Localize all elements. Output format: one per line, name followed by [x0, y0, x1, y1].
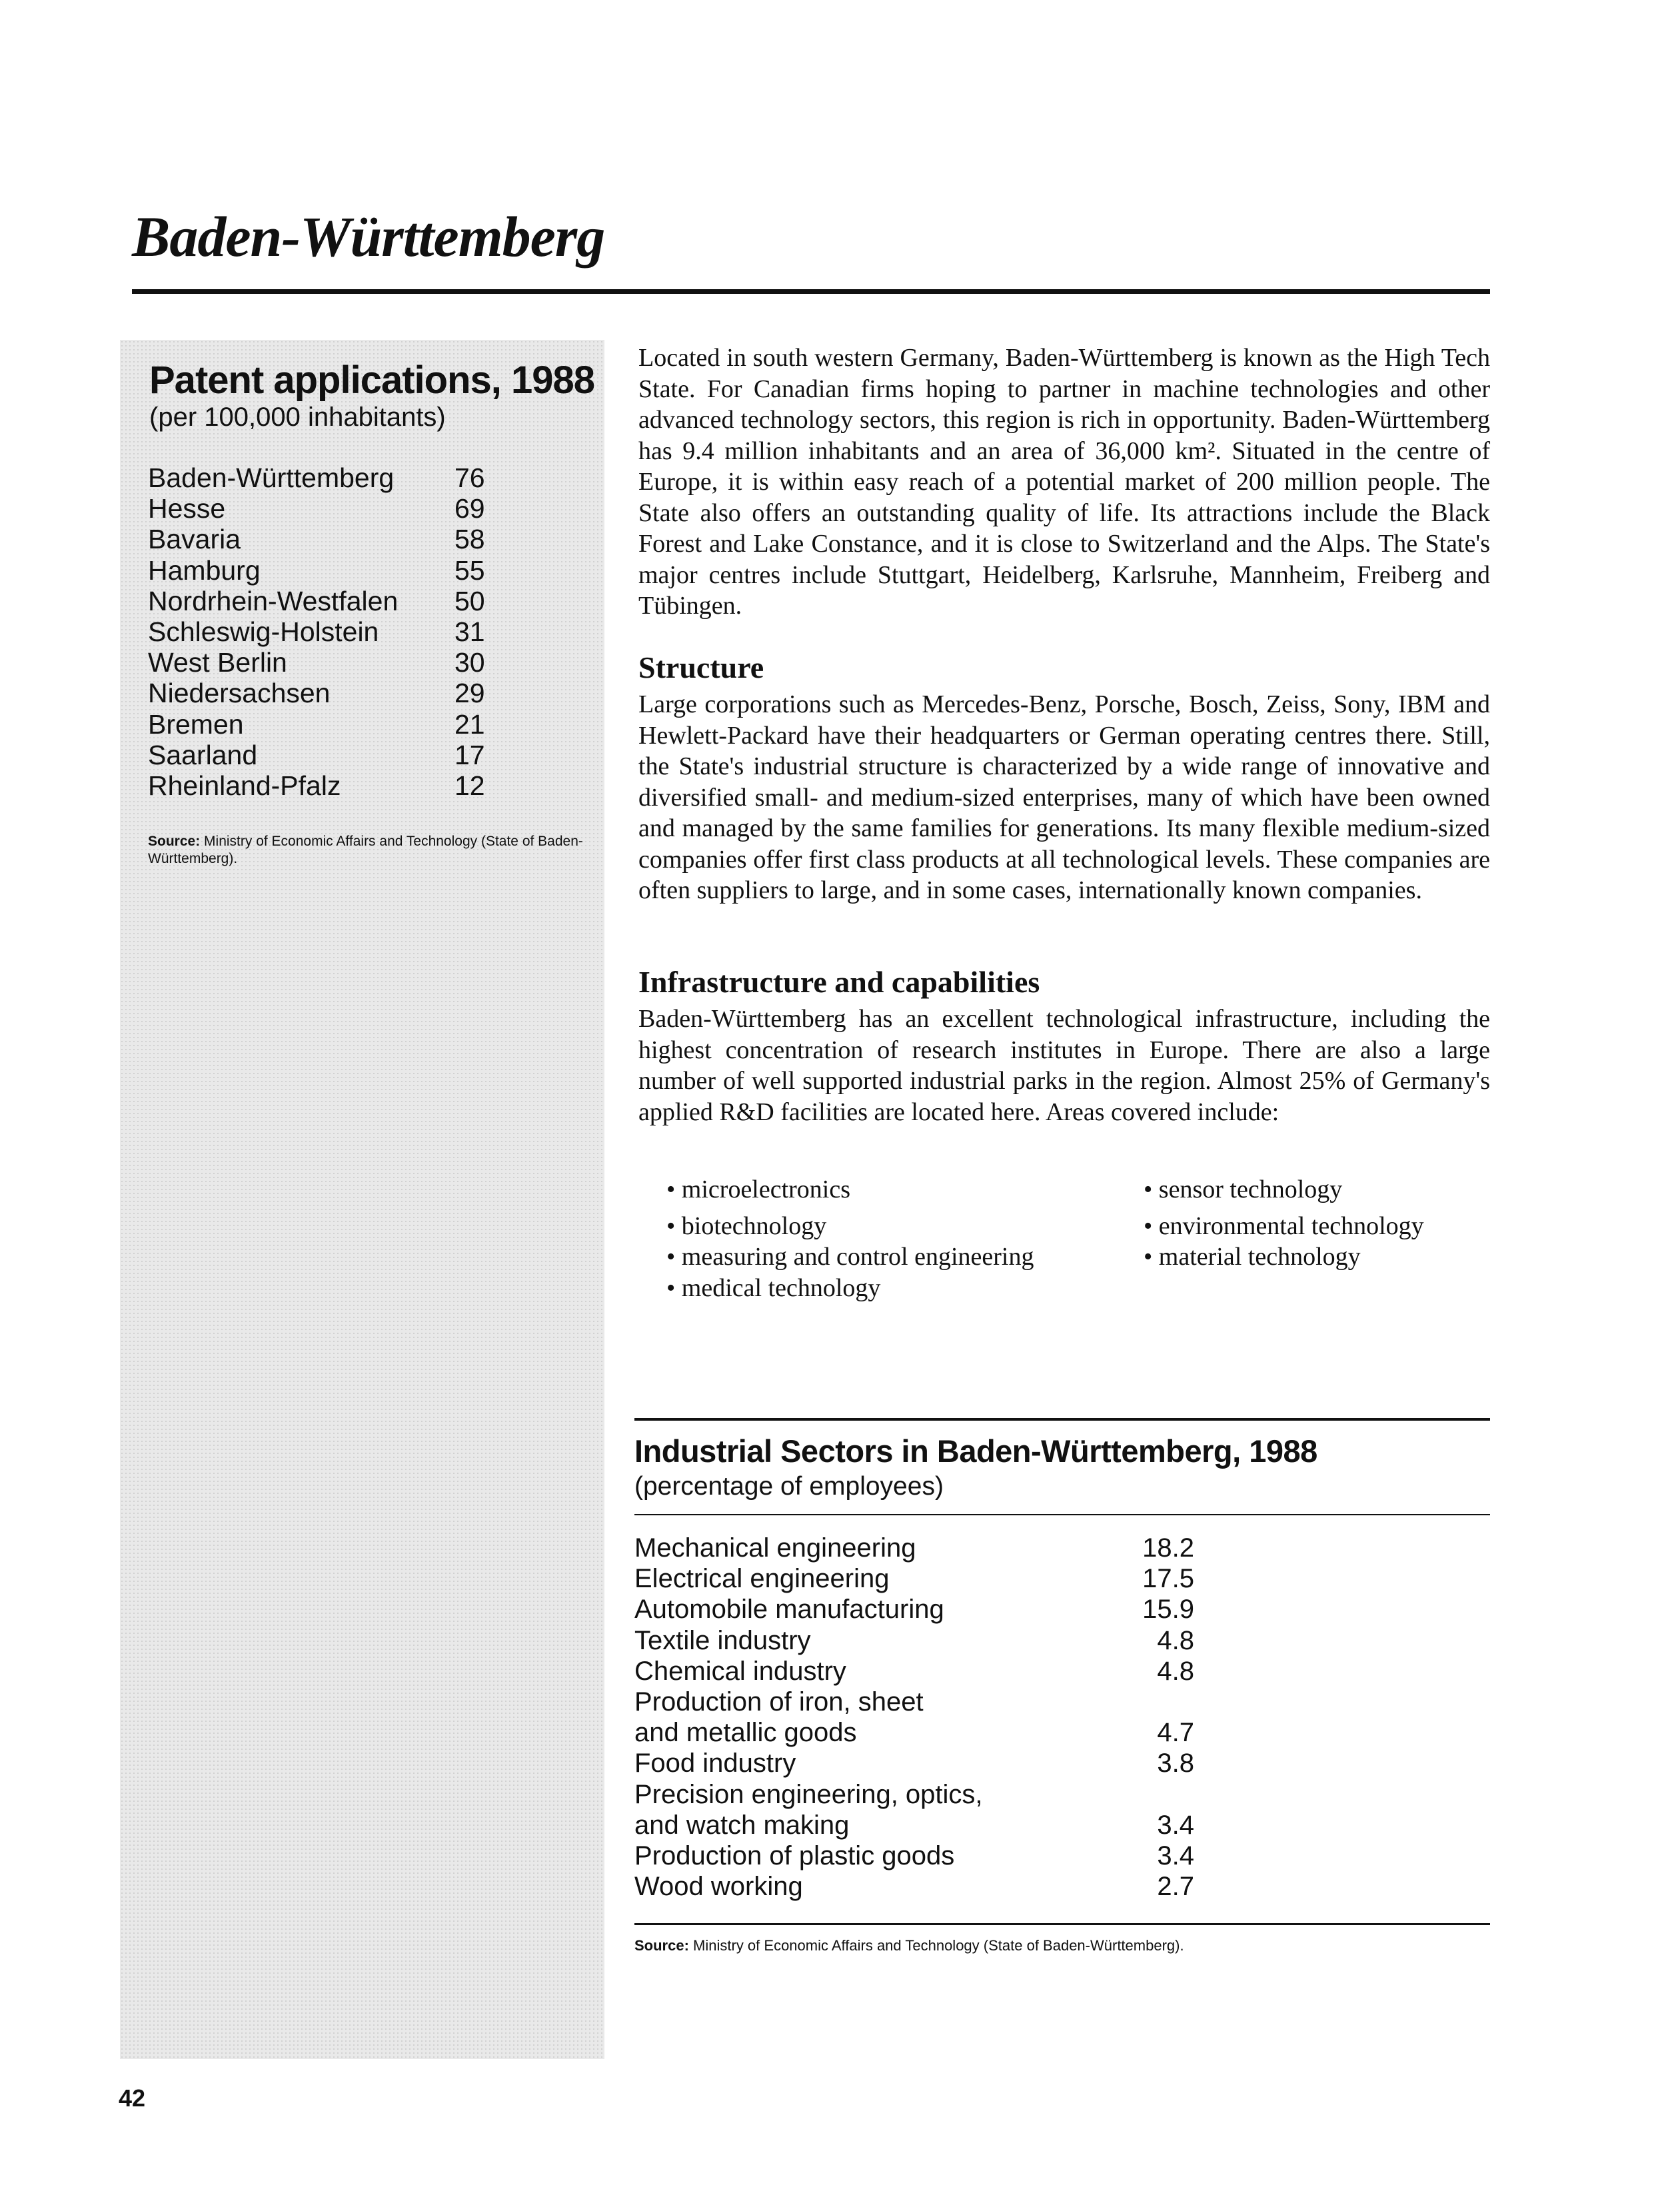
table-row	[634, 1687, 1194, 1748]
sector-value: 18.2	[1142, 1533, 1194, 1563]
sector-value: 3.4	[1157, 1810, 1194, 1840]
patent-state: Bremen	[148, 708, 244, 740]
intro-paragraph: Located in south western Germany, Baden-Württemberg is known as the High Tech State. For Canadian firms hoping to partner in machine technologies and other advanced technology sectors, this region is rich in opportunity. Baden-Württemberg has 9.4 million inhabitants and an area of 36,000 km². Situated in the centre of Europe, it is within easy reach of a potential market of 200 million people. The State also offers an outstanding quality of life. Its attractions include the Black Forest and Lake Constance, and it is close to Switzerland and the Alps. The State's major centres include Stuttgart, Heidelberg, Karlsruhe, Mannheim, Freiberg and Tübingen.	[638, 344, 1490, 620]
sidebar-title: Patent applications, 1988	[149, 359, 595, 402]
patent-row	[148, 493, 494, 524]
patent-row	[148, 678, 494, 708]
sector-name: Automobile manufacturing	[634, 1595, 944, 1625]
table-row	[634, 1533, 1194, 1563]
patent-row	[148, 524, 494, 554]
list-item: • measuring and control engineering	[666, 1243, 1034, 1271]
patent-state: West Berlin	[148, 647, 287, 678]
patent-value: 50	[454, 585, 485, 616]
sidebar-source	[148, 833, 601, 868]
patent-row	[148, 616, 494, 647]
intro-section	[638, 343, 1490, 622]
sector-name: Food industry	[634, 1749, 796, 1779]
table-row	[634, 1625, 1194, 1656]
sectors-source	[634, 1936, 1184, 1955]
structure-paragraph: Large corporations such as Mercedes-Benz, Porsche, Bosch, Zeiss, Sony, IBM and Hewlett-Packard have their headquarters or German operating centres there. Still, the State's industrial structure is characterized by a wide range of innovative and diversified small- and medium-sized enterprises, many of which have been owned and managed by the same families for generations. Its many flexible medium-sized companies offer first class products at all technological levels. These companies are often suppliers to large, and in some cases, internationally known companies.	[638, 690, 1490, 904]
table-row	[634, 1871, 1194, 1902]
structure-heading: Structure	[638, 650, 764, 684]
patent-value: 21	[454, 708, 485, 740]
sectors-rule-bottom	[634, 1923, 1490, 1925]
sector-value: 3.4	[1157, 1841, 1194, 1871]
sector-value: 4.8	[1157, 1625, 1194, 1655]
table-row	[634, 1748, 1194, 1779]
list-item: • material technology	[1144, 1243, 1361, 1271]
table-row	[634, 1563, 1194, 1594]
patent-value: 30	[454, 647, 485, 678]
patent-value: 31	[454, 616, 485, 648]
sectors-title: Industrial Sectors in Baden-Württemberg, 1988	[634, 1433, 1317, 1469]
patent-value: 29	[454, 678, 485, 709]
patent-state: Baden-Württemberg	[148, 462, 395, 493]
patent-state: Saarland	[148, 739, 258, 770]
sector-name: Production of iron, sheet and metallic goods	[634, 1687, 924, 1748]
patent-list	[148, 462, 494, 801]
table-row	[634, 1779, 1194, 1840]
sector-name: Production of plastic goods	[634, 1841, 955, 1871]
table-row	[634, 1594, 1194, 1625]
list-item: • microelectronics	[666, 1175, 851, 1203]
sector-value: 4.8	[1157, 1656, 1194, 1686]
sector-name: Precision engineering, optics, and watch making	[634, 1779, 983, 1840]
patent-value: 12	[454, 770, 485, 802]
capabilities-list-right	[1144, 1174, 1543, 1273]
source-label: Source:	[634, 1937, 689, 1954]
patent-state: Bavaria	[148, 524, 241, 555]
patent-value: 69	[454, 493, 485, 524]
source-text: Ministry of Economic Affairs and Technology (State of Baden-Württemberg).	[148, 834, 583, 866]
list-item: • sensor technology	[1144, 1175, 1343, 1203]
patent-state: Hamburg	[148, 554, 261, 586]
source-label: Source:	[148, 834, 201, 849]
patent-value: 17	[454, 739, 485, 770]
list-item: • medical technology	[666, 1273, 881, 1302]
table-row	[634, 1840, 1194, 1871]
capabilities-list-left	[666, 1174, 1133, 1303]
patent-state: Niedersachsen	[148, 678, 331, 709]
patent-value: 76	[454, 462, 485, 493]
list-item: • environmental technology	[1144, 1211, 1424, 1240]
infrastructure-paragraph: Baden-Württemberg has an excellent technological infrastructure, including the highest concentration of research institutes in Europe. There are also a large number of well supported industrial parks in the region. Almost 25% of Germany's applied R&D facilities are located here. Areas covered include:	[638, 1005, 1490, 1126]
sector-value: 4.7	[1157, 1718, 1194, 1748]
patent-row	[148, 709, 494, 740]
patent-row	[148, 647, 494, 678]
sectors-subtitle: (percentage of employees)	[634, 1472, 944, 1501]
patent-value: 55	[454, 554, 485, 586]
sector-value: 2.7	[1157, 1872, 1194, 1902]
sector-value: 15.9	[1142, 1595, 1194, 1625]
patent-row	[148, 770, 494, 801]
patent-state: Rheinland-Pfalz	[148, 770, 341, 802]
title-rule	[132, 289, 1490, 294]
sidebar-subtitle: (per 100,000 inhabitants)	[149, 402, 446, 432]
source-text: Ministry of Economic Affairs and Technology (State of Baden-Württemberg).	[693, 1937, 1184, 1954]
sectors-rule-top	[634, 1418, 1490, 1421]
page-number: 42	[119, 2084, 146, 2112]
patent-row	[148, 740, 494, 770]
sector-name: Electrical engineering	[634, 1564, 890, 1594]
list-item: • biotechnology	[666, 1211, 827, 1240]
table-row	[634, 1656, 1194, 1687]
sector-value: 17.5	[1142, 1564, 1194, 1594]
sector-name: Mechanical engineering	[634, 1533, 916, 1563]
patent-row	[148, 555, 494, 586]
sector-value: 3.8	[1157, 1749, 1194, 1779]
patent-state: Hesse	[148, 493, 226, 524]
sectors-rule-mid	[634, 1514, 1490, 1515]
patent-value: 58	[454, 524, 485, 555]
sector-name: Chemical industry	[634, 1656, 846, 1686]
sector-name: Wood working	[634, 1872, 803, 1902]
sector-name: Textile industry	[634, 1625, 811, 1655]
patent-state: Schleswig-Holstein	[148, 616, 379, 648]
page-title: Baden-Württemberg	[132, 205, 605, 269]
patent-row	[148, 462, 494, 493]
patent-row	[148, 586, 494, 616]
infrastructure-heading: Infrastructure and capabilities	[638, 965, 1040, 999]
patent-state: Nordrhein-Westfalen	[148, 585, 399, 616]
sectors-table	[634, 1533, 1194, 1902]
